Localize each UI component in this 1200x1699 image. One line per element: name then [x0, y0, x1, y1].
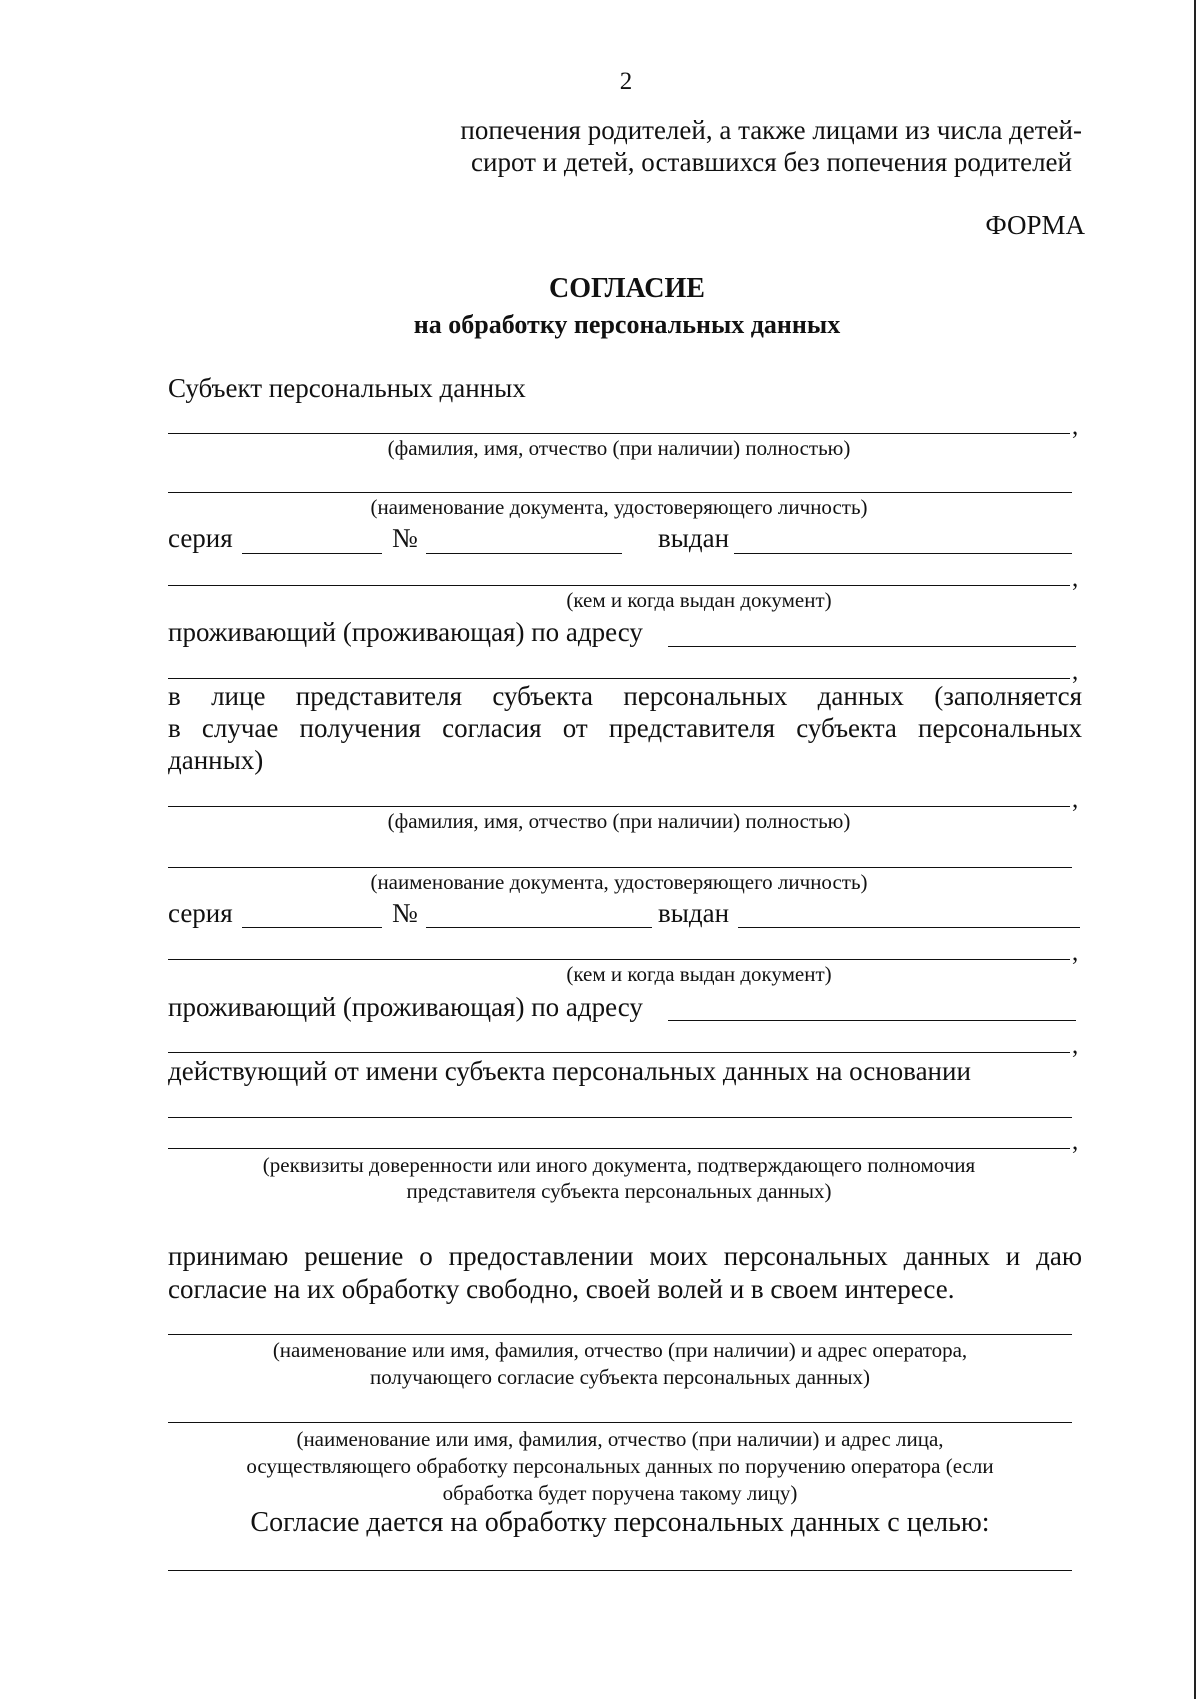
representative-poa-caption-2: представителя субъекта персональных данных) [406, 1179, 832, 1203]
comma: , [1072, 1032, 1079, 1059]
subject-fio-caption: (фамилия, имя, отчество (при наличии) полностью) [387, 436, 851, 460]
subject-issued-caption: (кем и когда выдан документ) [566, 588, 832, 612]
representative-issued-label: выдан [658, 898, 730, 928]
subject-number-label: № [392, 523, 418, 553]
subject-doc-field[interactable] [168, 492, 1072, 493]
subject-heading: Субъект персональных данных [168, 373, 526, 403]
representative-series-label: серия [168, 898, 233, 928]
representative-fio-caption: (фамилия, имя, отчество (при наличии) полностью) [387, 809, 851, 833]
document-subtitle: на обработку персональных данных [413, 310, 841, 339]
document-title: СОГЛАСИЕ [549, 273, 705, 304]
purpose-field[interactable] [168, 1570, 1072, 1571]
representative-basis-field-1[interactable] [168, 1117, 1072, 1118]
operator-caption-1: (наименование или имя, фамилия, отчество (при наличии) и адрес оператора, [272, 1338, 968, 1362]
subject-series-field[interactable] [242, 553, 382, 554]
header-line-2: сирот и детей, оставшихся без попечения родителей [471, 147, 1072, 177]
comma: , [1072, 939, 1079, 966]
subject-fio-field[interactable] [168, 433, 1070, 434]
representative-intro-line-2: в случае получения согласия от представителя субъекта персональных [168, 713, 1082, 743]
header-line-1: попечения родителей, а также лицами из числа детей- [460, 115, 1082, 145]
operator-caption-2: получающего согласие субъекта персональных данных) [369, 1365, 871, 1389]
processor-caption-1: (наименование или имя, фамилия, отчество (при наличии) и адрес лица, [296, 1427, 944, 1451]
comma: , [1072, 786, 1079, 813]
page-number: 2 [619, 68, 633, 95]
representative-number-label: № [392, 898, 418, 928]
subject-address-label: проживающий (проживающая) по адресу [168, 617, 643, 647]
representative-address-field-2[interactable] [168, 1052, 1070, 1053]
representative-doc-field[interactable] [168, 867, 1072, 868]
representative-doc-caption: (наименование документа, удостоверяющего личность) [370, 870, 868, 894]
page-edge [1194, 0, 1196, 1699]
comma: , [1072, 413, 1079, 440]
representative-intro-line-1: в лице представителя субъекта персональных данных (заполняется [168, 681, 1082, 711]
processor-field[interactable] [168, 1422, 1072, 1423]
representative-number-field[interactable] [426, 927, 652, 928]
decision-line-2: согласие на их обработку свободно, своей волей и в своем интересе. [168, 1274, 955, 1304]
subject-doc-caption: (наименование документа, удостоверяющего личность) [370, 495, 868, 519]
representative-address-label: проживающий (проживающая) по адресу [168, 992, 643, 1022]
comma: , [1072, 565, 1079, 592]
representative-address-field-1[interactable] [668, 1020, 1076, 1021]
representative-poa-caption-1: (реквизиты доверенности или иного документа, подтверждающего полномочия [262, 1153, 976, 1177]
subject-address-field-1[interactable] [668, 646, 1076, 647]
subject-series-label: серия [168, 523, 233, 553]
processor-caption-2: осуществляющего обработку персональных данных по поручению оператора (если [246, 1454, 994, 1478]
subject-issued-label: выдан [658, 523, 730, 553]
representative-series-field[interactable] [242, 927, 382, 928]
representative-issued-field[interactable] [738, 927, 1080, 928]
representative-issued-by-field[interactable] [168, 959, 1070, 960]
operator-field[interactable] [168, 1334, 1072, 1335]
representative-intro-line-3: данных) [168, 745, 264, 775]
subject-address-field-2[interactable] [168, 678, 1070, 679]
form-label: ФОРМА [985, 210, 1085, 240]
subject-issued-by-field[interactable] [168, 585, 1070, 586]
comma: , [1072, 658, 1079, 685]
comma: , [1072, 1128, 1079, 1155]
purpose-label: Согласие дается на обработку персональных данных с целью: [250, 1507, 990, 1538]
decision-line-1: принимаю решение о предоставлении моих персональных данных и даю [168, 1241, 1082, 1271]
representative-acting-label: действующий от имени субъекта персональных данных на основании [168, 1056, 971, 1086]
subject-number-field[interactable] [426, 553, 622, 554]
subject-issued-field[interactable] [734, 553, 1072, 554]
representative-issued-caption: (кем и когда выдан документ) [566, 962, 832, 986]
processor-caption-3: обработка будет поручена такому лицу) [442, 1481, 798, 1505]
representative-fio-field[interactable] [168, 806, 1070, 807]
representative-basis-field-2[interactable] [168, 1148, 1070, 1149]
